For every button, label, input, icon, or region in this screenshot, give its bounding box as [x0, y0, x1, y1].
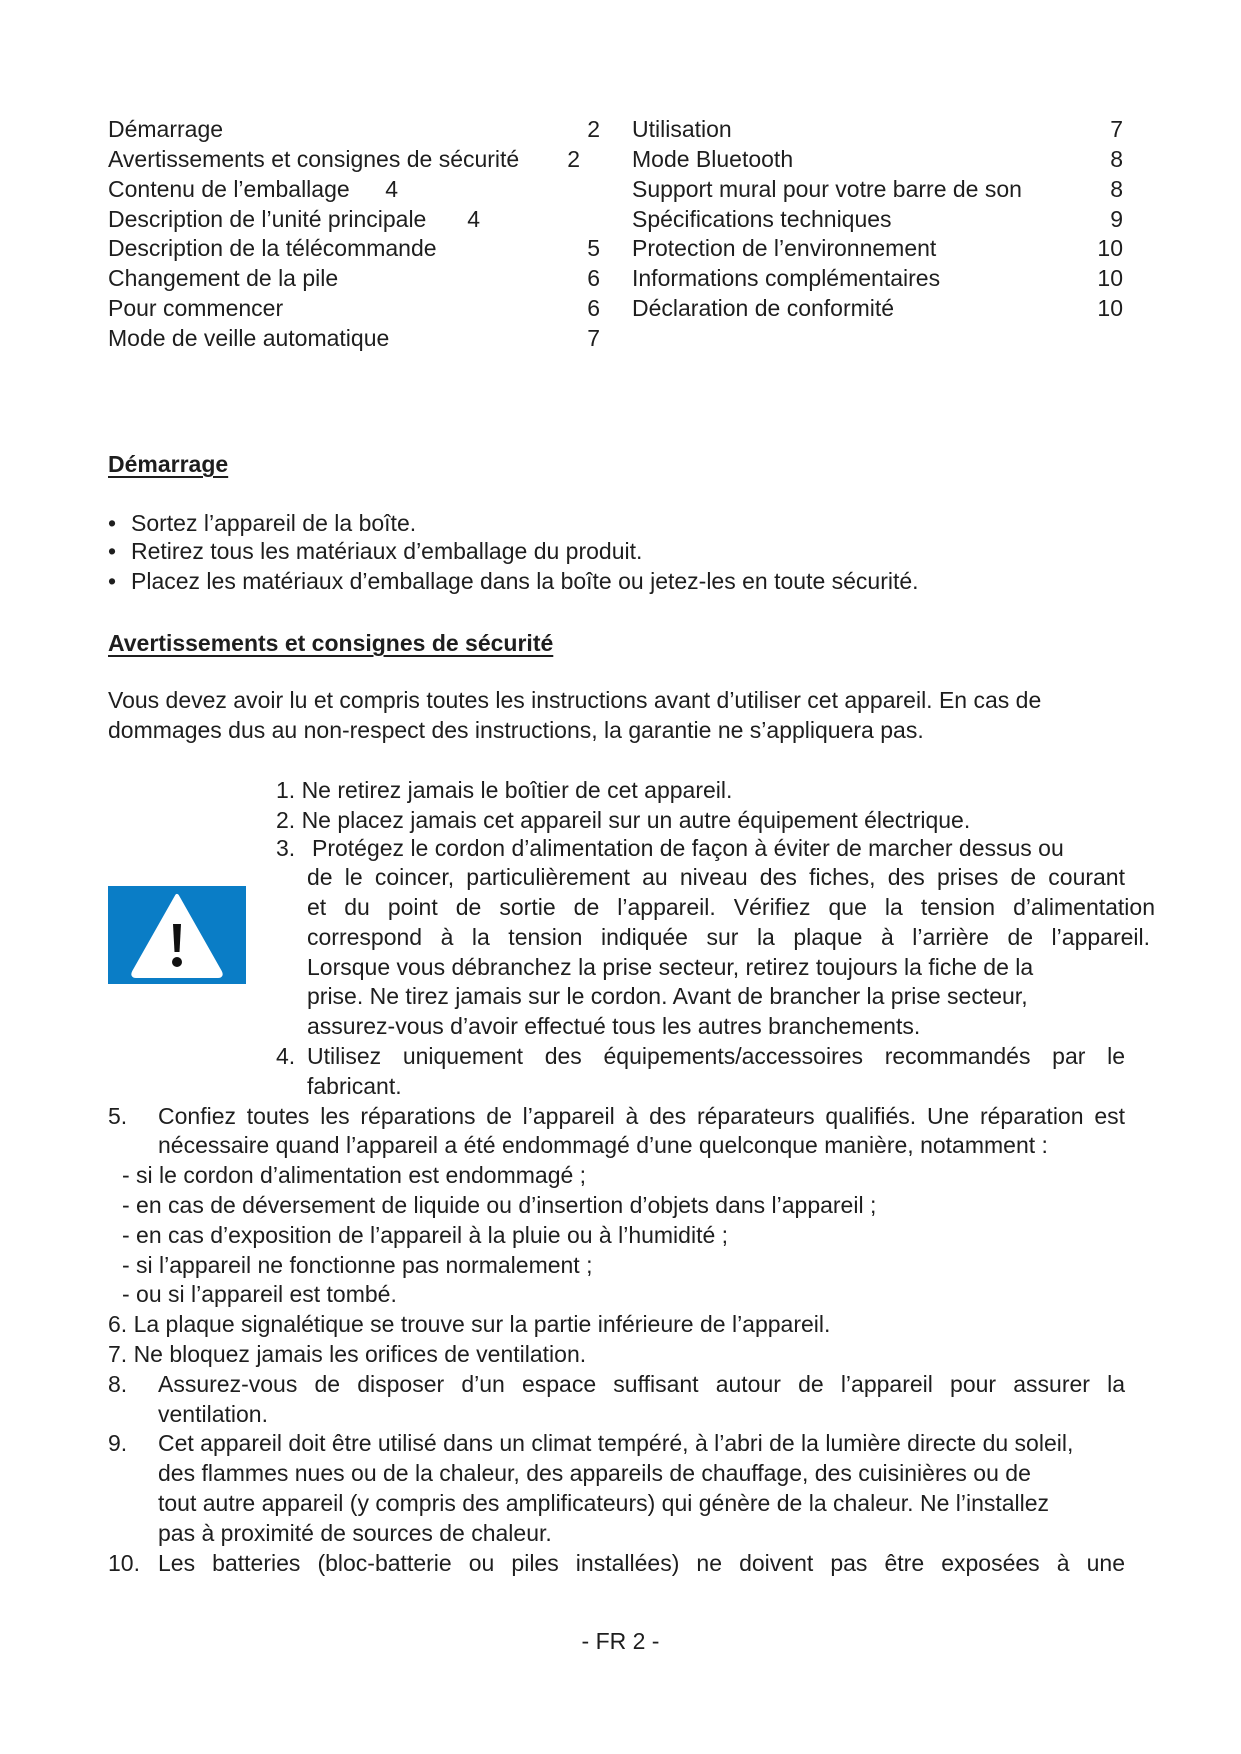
list-item: 1. Ne retirez jamais le boîtier de cet appareil.	[276, 777, 733, 803]
list-item-text: Confiez toutes les réparations de l’appareil à des réparateurs qualifiés. Une réparation est	[158, 1103, 1125, 1129]
warning-triangle-icon	[108, 886, 246, 984]
list-item: Retirez tous les matériaux d’emballage du produit.	[131, 538, 643, 564]
list-item: 7. Ne bloquez jamais les orifices de ventilation.	[108, 1341, 587, 1367]
toc-entry: Démarrage	[108, 116, 224, 142]
toc-entry: Support mural pour votre barre de son	[632, 176, 1022, 202]
sub-item: - en cas de déversement de liquide ou d’insertion d’objets dans l’appareil ;	[122, 1192, 877, 1218]
toc-entry: Protection de l’environnement	[632, 235, 937, 261]
toc-entry: Changement de la pile	[108, 265, 339, 291]
toc-entry: Spécifications techniques	[632, 206, 892, 232]
toc-page: 4	[385, 176, 398, 202]
list-item-text: de le coincer, particulièrement au niveau des fiches, des prises de courant	[307, 864, 1125, 890]
toc-page: 10	[1097, 235, 1123, 261]
list-item-text: et du point de sortie de l’appareil. Vérifiez que la tension d’alimentation	[307, 894, 1155, 920]
intro-line: dommages dus au non-respect des instructions, la garantie ne s’appliquera pas.	[108, 717, 924, 743]
list-item-text: correspond à la tension indiquée sur la plaque à l’arrière de l’appareil.	[307, 924, 1150, 950]
item-number: 5.	[108, 1103, 128, 1129]
list-item: 2. Ne placez jamais cet appareil sur un autre équipement électrique.	[276, 807, 971, 833]
toc-page: 6	[587, 295, 600, 321]
list-item-text: tout autre appareil (y compris des amplificateurs) qui génère de la chaleur. Ne l’installez	[158, 1490, 1050, 1516]
toc-page: 5	[587, 235, 600, 261]
sub-item: - en cas d’exposition de l’appareil à la pluie ou à l’humidité ;	[122, 1222, 729, 1248]
toc-page: 8	[1110, 176, 1123, 202]
intro-line: Vous devez avoir lu et compris toutes les instructions avant d’utiliser cet appareil. En cas de	[108, 687, 1042, 713]
item-number: 3.	[276, 835, 296, 861]
page-number: - FR 2 -	[581, 1628, 660, 1654]
toc-entry: Utilisation	[632, 116, 732, 142]
bullet-marker: •	[108, 538, 117, 564]
item-number: 8.	[108, 1371, 128, 1397]
toc-entry: Mode Bluetooth	[632, 146, 794, 172]
sub-item: - ou si l’appareil est tombé.	[122, 1281, 397, 1307]
toc-entry: Pour commencer	[108, 295, 284, 321]
list-item: 6. La plaque signalétique se trouve sur la partie inférieure de l’appareil.	[108, 1311, 831, 1337]
section-heading-safety: Avertissements et consignes de sécurité	[108, 630, 554, 656]
list-item-text: fabricant.	[307, 1073, 402, 1099]
toc-entry: Contenu de l’emballage	[108, 176, 350, 202]
toc-page: 7	[1110, 116, 1123, 142]
toc-entry: Description de la télécommande	[108, 235, 437, 261]
list-item-text: Cet appareil doit être utilisé dans un climat tempéré, à l’abri de la lumière directe du soleil,	[158, 1430, 1074, 1456]
list-item-text: Utilisez uniquement des équipements/accessoires recommandés par le	[307, 1043, 1125, 1069]
sub-item: - si le cordon d’alimentation est endommagé ;	[122, 1162, 587, 1188]
toc-page: 2	[587, 116, 600, 142]
sub-item: - si l’appareil ne fonctionne pas normalement ;	[122, 1252, 593, 1278]
list-item: Sortez l’appareil de la boîte.	[131, 510, 417, 536]
toc-page: 9	[1110, 206, 1123, 232]
list-item-text: Assurez-vous de disposer d’un espace suffisant autour de l’appareil pour assurer la	[158, 1371, 1125, 1397]
item-number: 10.	[108, 1550, 140, 1576]
toc-page: 6	[587, 265, 600, 291]
list-item-text: Protégez le cordon d’alimentation de façon à éviter de marcher dessus ou	[312, 835, 1064, 861]
toc-entry: Informations complémentaires	[632, 265, 941, 291]
toc-page: 7	[587, 325, 600, 351]
item-number: 4.	[276, 1043, 296, 1069]
list-item-text: Lorsque vous débranchez la prise secteur, retirez toujours la fiche de la	[307, 954, 1034, 980]
list-item-text: des flammes nues ou de la chaleur, des appareils de chauffage, des cuisinières ou de	[158, 1460, 1031, 1486]
list-item-text: nécessaire quand l’appareil a été endommagé d’une quelconque manière, notamment :	[158, 1132, 1048, 1158]
list-item-text: assurez-vous d’avoir effectué tous les autres branchements.	[307, 1013, 921, 1039]
list-item-text: Les batteries (bloc-batterie ou piles installées) ne doivent pas être exposées à une	[158, 1550, 1125, 1576]
toc-entry: Mode de veille automatique	[108, 325, 390, 351]
item-number: 9.	[108, 1430, 128, 1456]
list-item-text: pas à proximité de sources de chaleur.	[158, 1520, 552, 1546]
toc-page: 10	[1097, 295, 1123, 321]
list-item-text: prise. Ne tirez jamais sur le cordon. Avant de brancher la prise secteur,	[307, 983, 1028, 1009]
toc-page: 8	[1110, 146, 1123, 172]
toc-page: 2	[567, 146, 580, 172]
toc-page: 10	[1097, 265, 1123, 291]
list-item: Placez les matériaux d’emballage dans la boîte ou jetez-les en toute sécurité.	[131, 568, 919, 594]
bullet-marker: •	[108, 510, 117, 536]
toc-entry: Description de l’unité principale	[108, 206, 427, 232]
toc-entry: Déclaration de conformité	[632, 295, 895, 321]
bullet-marker: •	[108, 568, 117, 594]
toc-entry: Avertissements et consignes de sécurité	[108, 146, 520, 172]
toc-page: 4	[467, 206, 480, 232]
list-item-text: ventilation.	[158, 1401, 268, 1427]
section-heading-start: Démarrage	[108, 451, 229, 477]
